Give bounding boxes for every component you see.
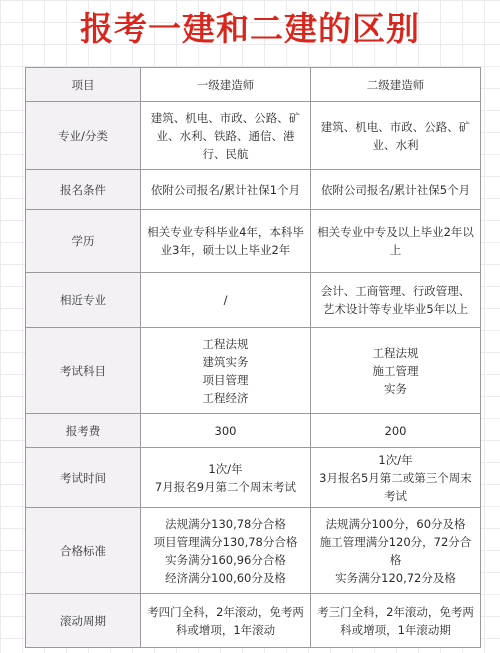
table-row-time bbox=[26, 448, 481, 508]
header-item: 项目 bbox=[26, 68, 141, 102]
subject-item: 施工管理 bbox=[372, 363, 419, 378]
subject-item: 项目管理 bbox=[202, 372, 249, 387]
table-row-related bbox=[26, 273, 481, 328]
pass-line: 经济满分100,60分及格 bbox=[165, 570, 286, 585]
page-title: 报考一建和二建的区别 bbox=[80, 9, 420, 48]
table-row-pass bbox=[26, 508, 481, 594]
row-label: 考试科目 bbox=[26, 328, 141, 414]
cell-level2 bbox=[311, 448, 481, 508]
header-level1: 一级建造师 bbox=[141, 68, 311, 102]
row-label: 合格标准 bbox=[26, 508, 141, 594]
cell-level1: 相关专业专科毕业4年，本科毕业3年，硕士以上毕业2年 bbox=[141, 210, 311, 273]
row-label: 滚动周期 bbox=[26, 594, 141, 648]
cell-level2: 会计、工商管理、行政管理、艺术设计等专业毕业5年以上 bbox=[311, 273, 481, 328]
row-label: 专业/分类 bbox=[26, 102, 141, 170]
cell-level2: 相关专业中专及以上毕业2年以上 bbox=[311, 210, 481, 273]
table-header-row bbox=[26, 68, 481, 102]
pass-line: 法规满分100分，60分及格 bbox=[325, 516, 466, 531]
cell-level2 bbox=[311, 508, 481, 594]
table-row-conditions bbox=[26, 170, 481, 210]
time-line: 3月报名5月第二或第三个周末考试 bbox=[319, 470, 472, 503]
cell-level1: 建筑、机电、市政、公路、矿业、水利、铁路、通信、港行、民航 bbox=[141, 102, 311, 170]
row-label: 相近专业 bbox=[26, 273, 141, 328]
cell-level1: 依附公司报名/累计社保1个月 bbox=[141, 170, 311, 210]
cell-level1: / bbox=[141, 273, 311, 328]
cell-level2 bbox=[311, 328, 481, 414]
time-line: 7月报名9月第二个周末考试 bbox=[154, 479, 297, 494]
cell-level1 bbox=[141, 448, 311, 508]
comparison-table bbox=[25, 67, 481, 648]
row-label: 报考费 bbox=[26, 414, 141, 448]
subject-item: 工程法规 bbox=[202, 336, 249, 351]
pass-line: 实务满分120,72分及格 bbox=[335, 570, 456, 585]
cell-level1: 考四门全科，2年滚动，免考两科或增项，1年滚动 bbox=[141, 594, 311, 648]
header-level2: 二级建造师 bbox=[311, 68, 481, 102]
pass-line: 项目管理满分130,78分合格 bbox=[153, 534, 298, 549]
pass-line: 施工管理满分120分，72分合格 bbox=[319, 534, 472, 567]
row-label: 考试时间 bbox=[26, 448, 141, 508]
cell-level2: 200 bbox=[311, 414, 481, 448]
subject-item: 工程经济 bbox=[202, 390, 249, 405]
cell-level1: 300 bbox=[141, 414, 311, 448]
cell-level1 bbox=[141, 508, 311, 594]
row-label: 学历 bbox=[26, 210, 141, 273]
table-row-cycle bbox=[26, 594, 481, 648]
time-line: 1次/年 bbox=[378, 452, 413, 467]
pass-line: 实务满分160,96分合格 bbox=[165, 552, 286, 567]
cell-level2: 考三门全科，2年滚动，免考两科或增项，1年滚动期 bbox=[311, 594, 481, 648]
subject-item: 实务 bbox=[384, 381, 407, 396]
table-row-major bbox=[26, 102, 481, 170]
time-line: 1次/年 bbox=[208, 461, 243, 476]
cell-level2: 依附公司报名/累计社保5个月 bbox=[311, 170, 481, 210]
table-row-fee bbox=[26, 414, 481, 448]
subject-item: 工程法规 bbox=[372, 345, 419, 360]
cell-level1 bbox=[141, 328, 311, 414]
pass-line: 法规满分130,78分合格 bbox=[165, 516, 286, 531]
table-row-subjects bbox=[26, 328, 481, 414]
cell-level2: 建筑、机电、市政、公路、矿业、水利 bbox=[311, 102, 481, 170]
table-row-education bbox=[26, 210, 481, 273]
subject-item: 建筑实务 bbox=[202, 354, 249, 369]
row-label: 报名条件 bbox=[26, 170, 141, 210]
